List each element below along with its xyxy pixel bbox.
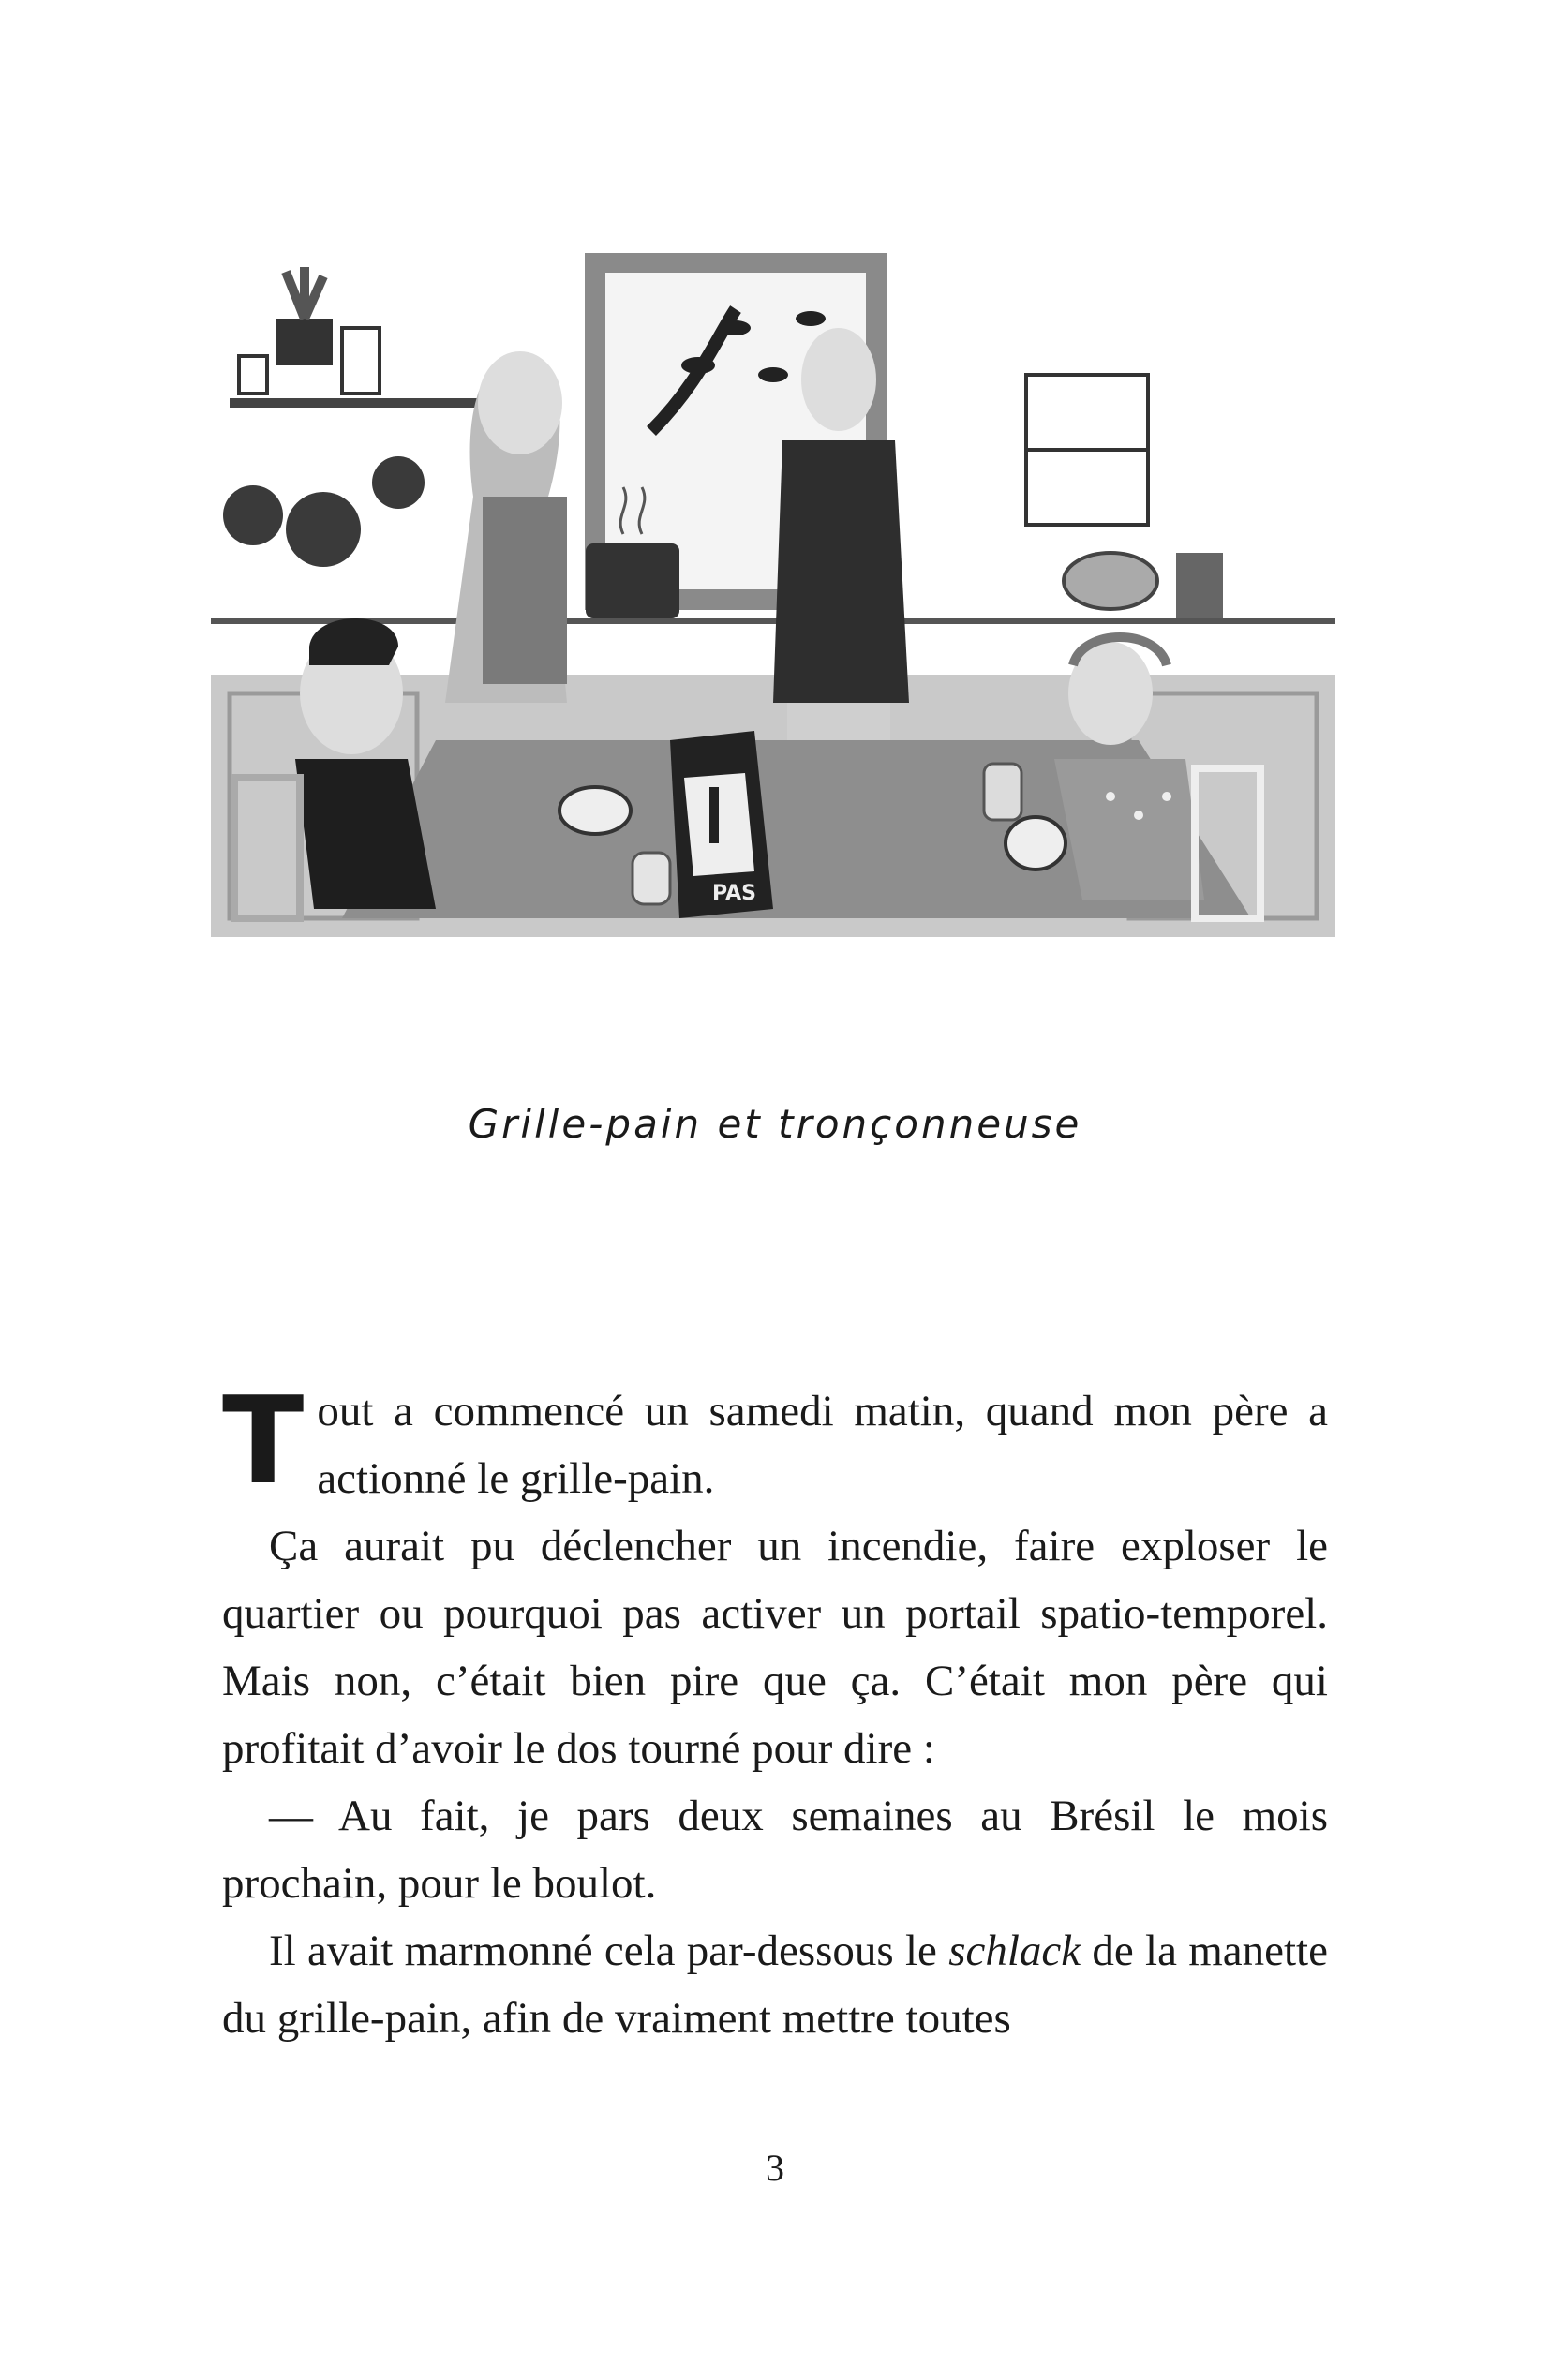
paragraph-4-after: de la manette du grille-pain, afin de vraiment mettre toutes [222, 1926, 1328, 2043]
drop-cap: T [222, 1372, 305, 1511]
paragraph-4-before: Il avait marmonné cela par-dessous le [269, 1926, 949, 1975]
paragraph-3: — Au fait, je pars deux semaines au Brésil le mois prochain, pour le boulot. [222, 1792, 1328, 1908]
paragraph-1-text: out a commencé un samedi matin, quand mon père a actionné le grille-pain. [317, 1387, 1328, 1503]
paragraph-1 [222, 1372, 1328, 1512]
emphasis-word: schlack [948, 1926, 1081, 1975]
page-number: 3 [766, 2147, 784, 2189]
chapter-title: Grille-pain et tronçonneuse [468, 1101, 1082, 1147]
kitchen-illustration [211, 253, 1335, 1049]
cereal-box-label: PAS [712, 882, 756, 905]
paragraph-2: Ça aurait pu déclencher un incendie, faire exploser le quartier ou pourquoi pas activer un portail spatio-temporel. Mais non, c’était bien pire que ça. C’était mon père qui profitait d’avoir le dos tourné pour dire : [222, 1522, 1328, 1773]
paragraph-4 [222, 1917, 1328, 2052]
body-text [222, 1372, 1328, 2052]
